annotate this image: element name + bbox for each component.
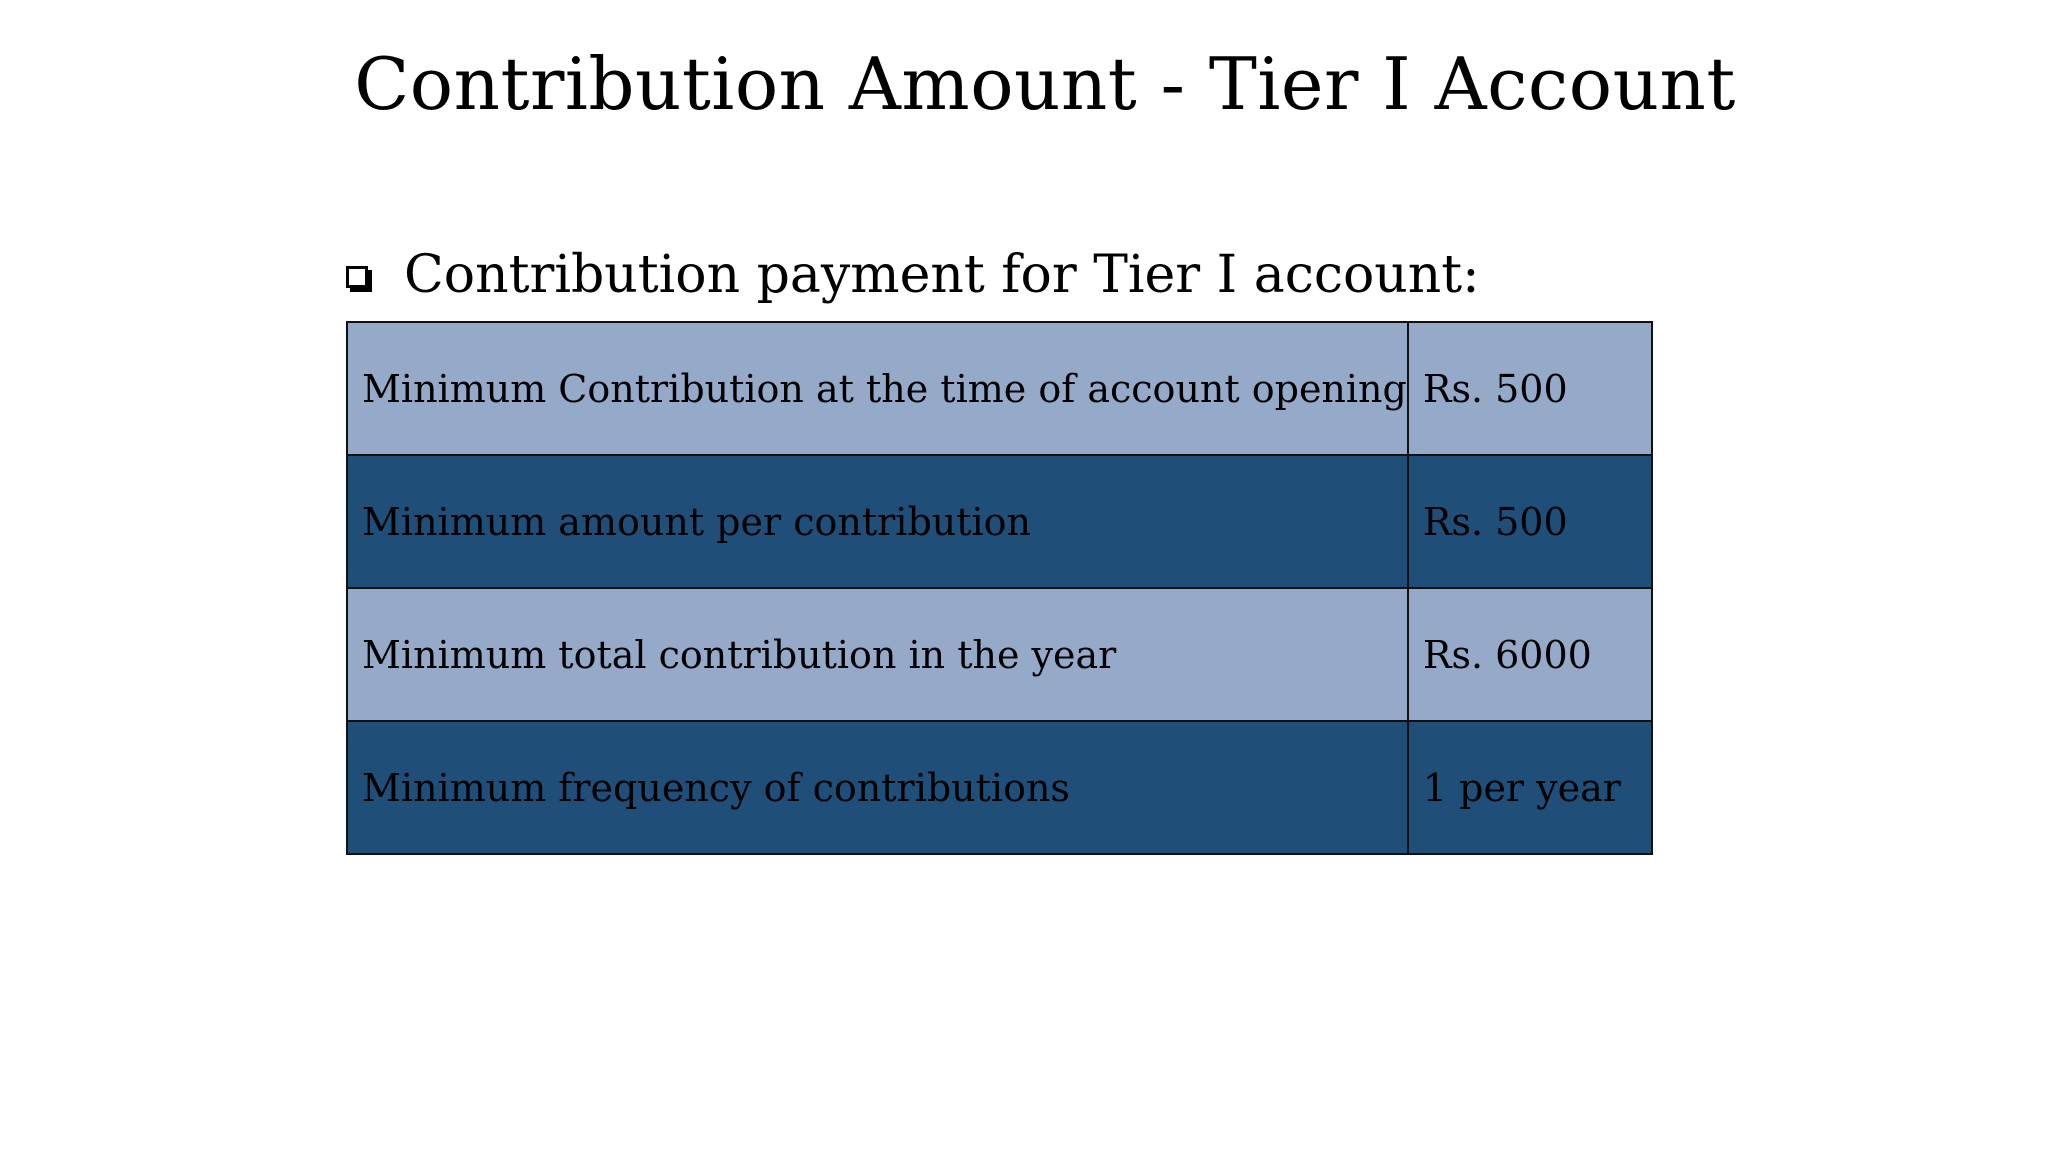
row-value: Rs. 500 [1408,455,1652,588]
bullet-item [346,240,1480,310]
row-label: Minimum frequency of contributions [347,721,1408,854]
table-row [347,322,1652,455]
row-label: Minimum Contribution at the time of account opening [347,322,1408,455]
table-row [347,721,1652,854]
row-value: 1 per year [1408,721,1652,854]
table-row [347,455,1652,588]
contribution-table [346,321,1653,855]
row-label: Minimum total contribution in the year [347,588,1408,721]
row-value: Rs. 6000 [1408,588,1652,721]
table-row [347,588,1652,721]
row-label: Minimum amount per contribution [347,455,1408,588]
row-value: Rs. 500 [1408,322,1652,455]
slide-title: Contribution Amount - Tier I Account [354,42,1736,126]
checkbox-bullet-icon [346,266,368,288]
bullet-text: Contribution payment for Tier I account: [404,245,1480,305]
